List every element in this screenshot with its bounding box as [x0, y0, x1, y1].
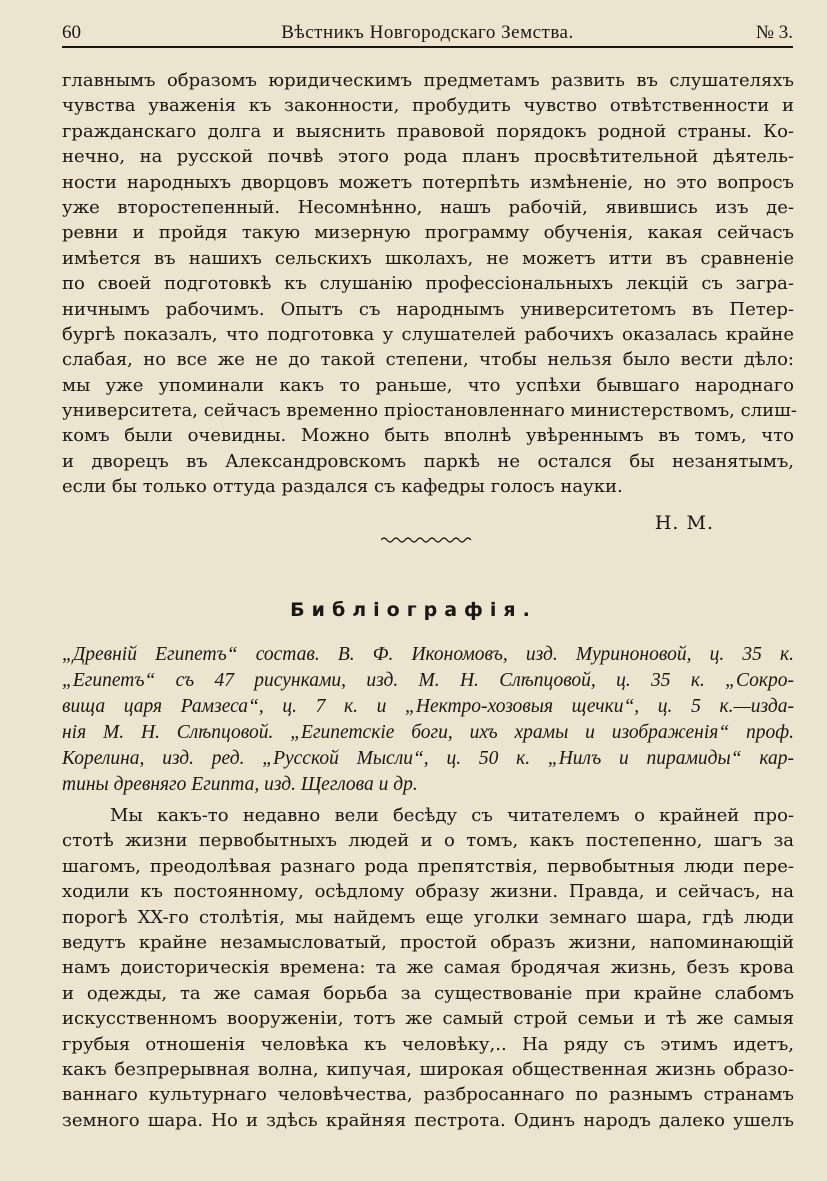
- bibliography-entry: [62, 642, 794, 798]
- text-line: чувства уваженія къ законности, пробудить чувство отвѣтственности и: [62, 95, 794, 117]
- author-signature: Н. М.: [654, 512, 714, 534]
- text-line: и одежды, та же самая борьба за существованіе при крайне слабомъ: [62, 982, 794, 1004]
- text-line: университета, сейчасъ временно пріостановленнаго министерствомъ, слиш-: [62, 400, 797, 422]
- wavy-divider: [381, 535, 473, 545]
- page-number: 60: [62, 22, 81, 43]
- text-line: грубыя отношенія человѣка къ человѣку,.. На ряду съ этимъ идетъ,: [62, 1033, 794, 1055]
- text-line: нечно, на русской почвѣ этого рода планъ просвѣтительной дѣятель-: [62, 146, 794, 168]
- text-line: ревни и пройдя такую мизерную программу обученія, какая сейчасъ: [62, 222, 794, 244]
- text-line: земного шара. Но и здѣсь крайняя пестрота. Одинъ народъ далеко ушелъ: [62, 1109, 794, 1131]
- text-line: ности народныхъ дворцовъ можетъ потерпѣть измѣненіе, но это вопросъ: [62, 171, 794, 193]
- text-line: искусственномъ вооруженіи, тотъ же самый строй семьи и тѣ же самыя: [62, 1008, 794, 1030]
- text-line: бургѣ показалъ, что подготовка у слушателей рабочихъ оказалась крайне: [62, 323, 794, 345]
- text-line: главнымъ образомъ юридическимъ предметамъ развить въ слушателяхъ: [62, 70, 794, 91]
- citation-line: „Египетъ“ съ 47 рисунками, изд. М. Н. Слѣпцовой, ц. 35 к. „Сокро-: [62, 670, 794, 691]
- text-line: ничнымъ рабочимъ. Опытъ съ народнымъ университетомъ въ Петер-: [62, 298, 794, 320]
- text-line: стотѣ жизни первобытныхъ людей и о томъ, какъ постепенно, шагъ за: [62, 830, 794, 852]
- journal-title: Вѣстникъ Новгородскаго Земства.: [281, 22, 574, 43]
- review-text: [62, 803, 794, 1133]
- text-line: комъ были очевидны. Можно быть вполнѣ увѣреннымъ въ томъ, что: [62, 425, 794, 447]
- issue-number: № 3.: [755, 22, 793, 43]
- text-line: какъ безпрерывная волна, кипучая, широкая общественная жизнь образо-: [62, 1058, 794, 1080]
- citation-line: „Древній Египетъ“ состав. В. Ф. Икономовъ, изд. Муриноновой, ц. 35 к.: [62, 644, 794, 665]
- citation-line: Корелина, изд. ред. „Русской Мысли“, ц. 50 к. „Нилъ и пирамиды“ кар-: [62, 748, 794, 769]
- text-line: мы уже упоминали какъ то раньше, что успѣхи бывшаго народнаго: [62, 374, 794, 396]
- text-line: гражданскаго долга и выяснить правовой порядокъ родной страны. Ко-: [62, 120, 794, 142]
- text-line: по своей подготовкѣ къ слушанію профессіональныхъ лекцій съ загра-: [62, 273, 794, 295]
- text-line: и дворецъ въ Александровскомъ паркѣ не остался бы незанятымъ,: [62, 450, 794, 472]
- article-ending: [62, 68, 797, 500]
- text-line: Мы какъ-то недавно вели бесѣду съ читателемъ о крайней про-: [110, 805, 794, 826]
- text-line: если бы только оттуда раздался съ кафедры голосъ науки.: [62, 476, 623, 498]
- citation-line: тины древняго Египта, изд. Щеглова и др.: [62, 774, 418, 795]
- text-line: порогѣ XX-го столѣтія, мы найдемъ еще уголки земнаго шара, гдѣ люди: [62, 906, 794, 928]
- text-line: уже второстепенный. Несомнѣнно, нашъ рабочій, явившись изъ де-: [62, 196, 794, 218]
- running-header: [62, 22, 793, 48]
- text-line: намъ доисторическія времена: та же самая бродячая жизнь, безъ крова: [62, 957, 794, 979]
- text-line: ведутъ крайне незамысловатый, простой образъ жизни, напоминающій: [62, 931, 794, 953]
- text-line: ходили къ постоянному, осѣдлому образу жизни. Правда, и сейчасъ, на: [62, 881, 794, 903]
- text-line: шагомъ, преодолѣвая разнаго рода препятствія, первобытныя люди пере-: [62, 855, 794, 877]
- citation-line: нія М. Н. Слѣпцовой. „Египетскіе боги, ихъ храмы и изображенія“ проф.: [62, 722, 794, 743]
- text-line: слабая, но все же не до такой степени, чтобы нельзя было вести дѣло:: [62, 349, 794, 371]
- text-line: ваннаго культурнаго человѣчества, разбросаннаго по разнымъ странамъ: [62, 1084, 794, 1106]
- section-title: Библіографія.: [290, 599, 537, 621]
- citation-line: вища царя Рамзеса“, ц. 7 к. и „Нектро-хозовыя щечки“, ц. 5 к.—изда-: [62, 696, 794, 717]
- text-line: имѣется въ нашихъ сельскихъ школахъ, не можетъ итти въ сравненіе: [62, 247, 794, 269]
